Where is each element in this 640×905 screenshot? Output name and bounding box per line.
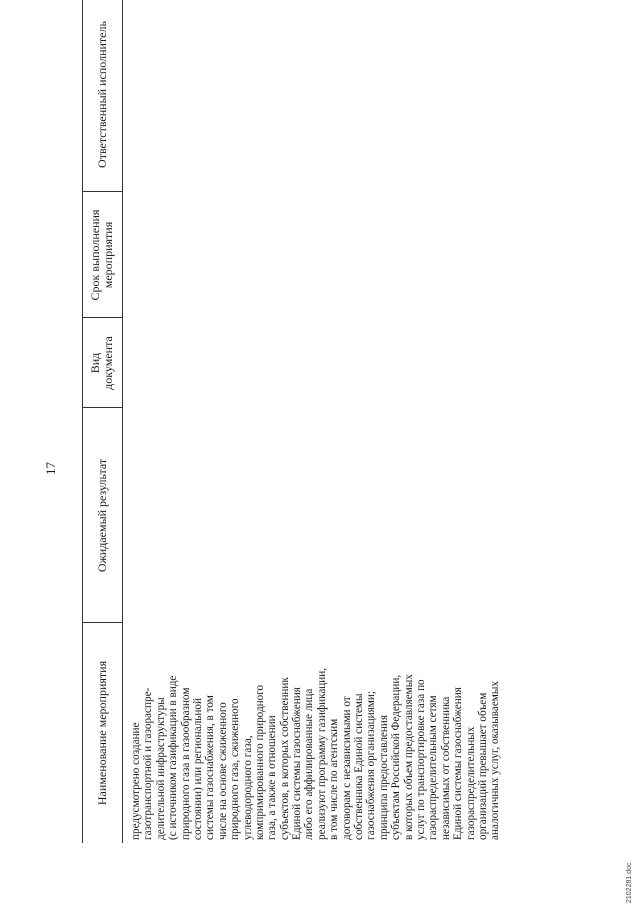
text-line: Единой системы газоснабжения <box>452 687 465 840</box>
header-deadline-line-2: мероприятия <box>101 221 115 289</box>
header-document-type-line-1: Вид <box>88 352 102 374</box>
text-line: газа, а также в отношении <box>266 715 279 840</box>
header-deadline <box>89 192 115 318</box>
text-line: субъектам Российской Федерации, <box>390 674 403 840</box>
text-line: договорам с независимыми от <box>340 696 353 840</box>
text-line: газотранспортной и газораспре- <box>142 687 155 840</box>
text-line: аналогичных услуг, оказываемых <box>489 681 502 840</box>
text-line: (с источником газификации в виде <box>167 675 180 840</box>
header-responsible: Ответственный исполнитель <box>95 21 109 168</box>
header-event-name: Наименование мероприятия <box>95 660 109 806</box>
page-number: 17 <box>43 462 58 475</box>
header-document-type <box>89 318 115 408</box>
table-header-bottom-border <box>122 0 123 843</box>
text-line: состоянии) или региональной <box>191 698 204 840</box>
text-line: организаций превышает объем <box>476 692 489 840</box>
text-line: либо его аффилированные лица <box>303 688 316 840</box>
header-deadline-line-1: Срок выполнения <box>88 209 102 301</box>
table-top-border <box>82 0 83 843</box>
text-line: реализуют программу газификации, <box>315 667 328 840</box>
text-line: независимых от собственника <box>439 696 452 840</box>
header-expected-result: Ожидаемый результат <box>95 458 109 573</box>
text-line: углеводородного газа, <box>241 735 254 840</box>
header-document-type-line-2: документа <box>101 336 115 390</box>
text-line: предусмотрено создание <box>130 722 142 840</box>
event-description-cell <box>130 625 502 840</box>
text-line: Единой системы газоснабжения <box>291 687 304 840</box>
text-line: в том числе по агентским <box>328 718 341 840</box>
text-line: числе на основе сжиженного <box>216 702 229 840</box>
text-line: собственника Единой системы <box>353 693 366 840</box>
text-line: принципа предоставления <box>377 714 390 840</box>
text-line: газораспределительным сетям <box>427 695 440 840</box>
text-line: газоснабжения организациями; <box>365 691 378 840</box>
text-line: субъектов, в которых собственник <box>278 677 291 840</box>
text-line: системы газоснабжения, в том <box>204 695 217 840</box>
footer-document-code: 2102281.doc <box>626 862 633 903</box>
text-line: делительной инфраструктуры <box>154 697 167 840</box>
text-line: в которых объем предоставляемых <box>402 674 415 840</box>
text-line: газораспределительных <box>464 726 477 840</box>
text-line: услуг по транспортировке газа по <box>414 679 427 840</box>
text-line: компримированного природного <box>253 684 266 840</box>
text-line: природного газа в газообразном <box>179 687 192 840</box>
text-line: природного газа, сжиженного <box>229 698 242 840</box>
